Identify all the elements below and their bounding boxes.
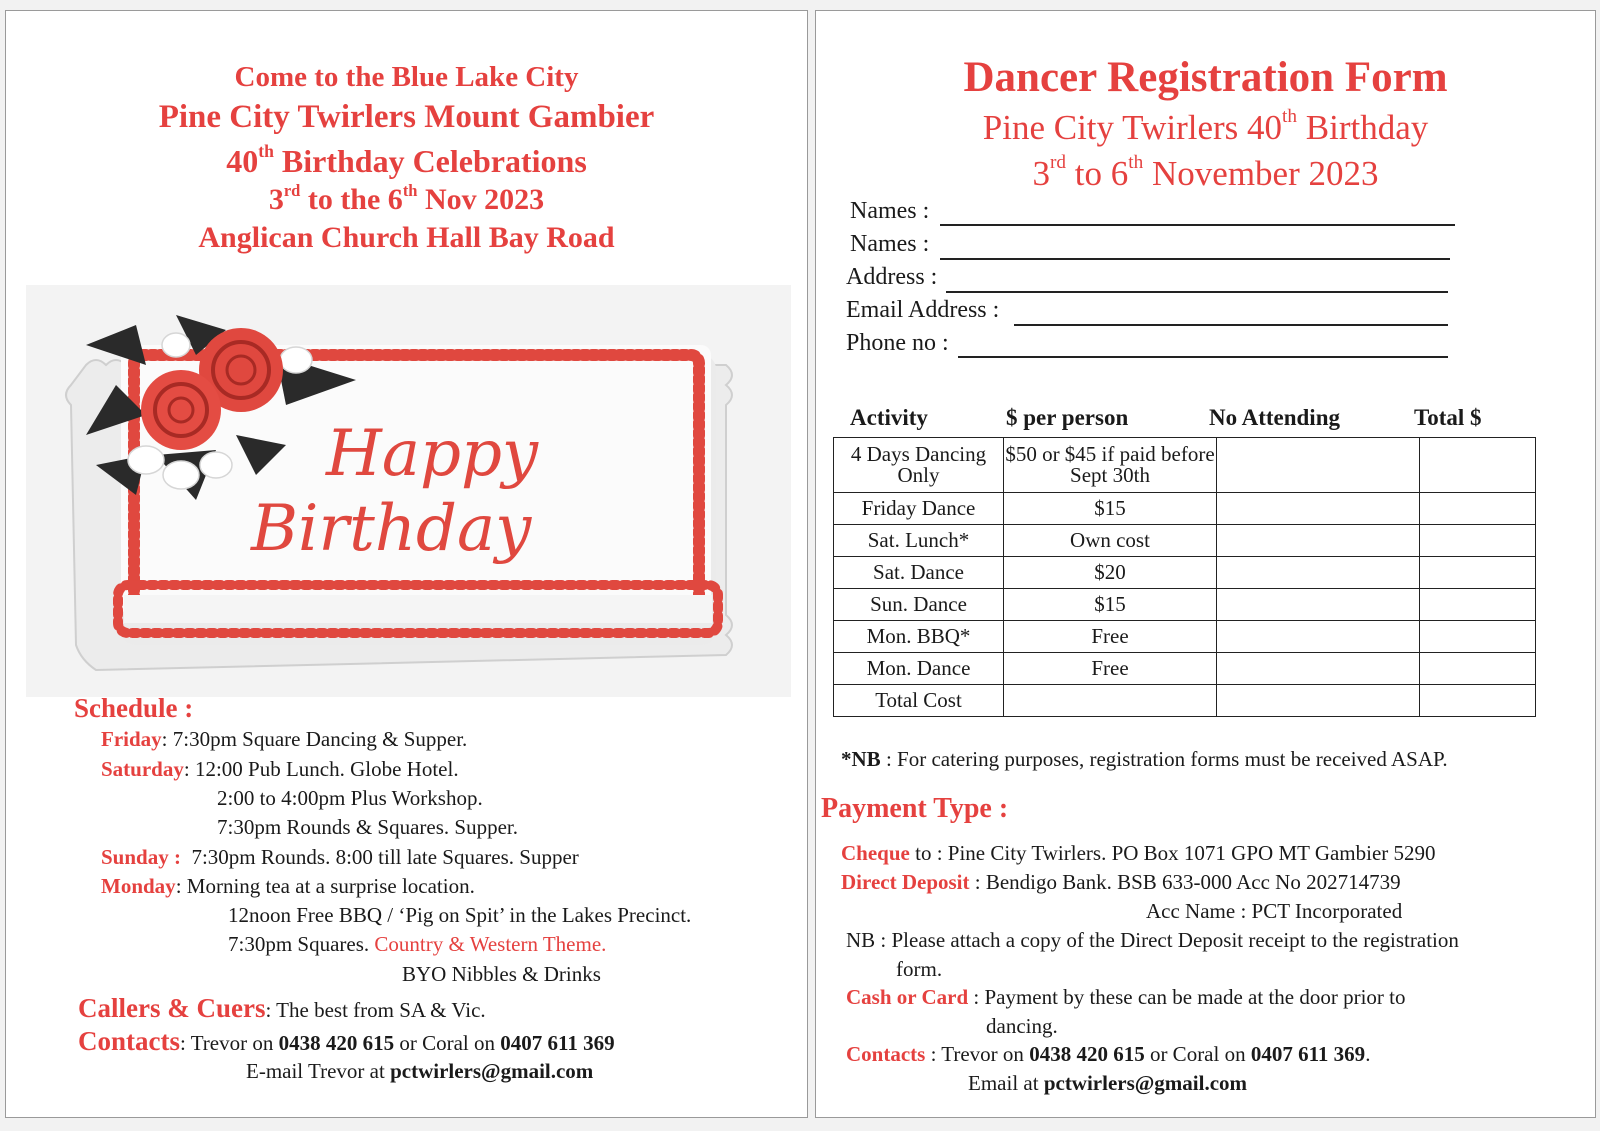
catering-note: *NB : For catering purposes, registration forms must be received ASAP. bbox=[841, 747, 1448, 771]
account-name: Acc Name : PCT Incorporated bbox=[1146, 899, 1403, 923]
header-attending: No Attending bbox=[1209, 405, 1340, 430]
schedule-title: Schedule : bbox=[74, 693, 194, 723]
registration-form-panel bbox=[815, 10, 1596, 1118]
table-row bbox=[834, 438, 1536, 493]
schedule-friday: Friday: 7:30pm Square Dancing & Supper. bbox=[101, 727, 468, 751]
total-input[interactable] bbox=[1420, 589, 1536, 621]
header-total: Total $ bbox=[1414, 405, 1482, 430]
table-row bbox=[834, 525, 1536, 557]
schedule-monday-2: 12noon Free BBQ / ‘Pig on Spit’ in the Lakes Precinct. bbox=[228, 903, 692, 927]
direct-deposit-line: Direct Deposit : Bendigo Bank. BSB 633-000 Acc No 202714739 bbox=[841, 870, 1401, 894]
table-row bbox=[834, 589, 1536, 621]
total-input[interactable] bbox=[1420, 438, 1536, 493]
cake-illustration bbox=[26, 285, 791, 697]
attending-input[interactable] bbox=[1217, 493, 1420, 525]
address-input[interactable] bbox=[946, 291, 1448, 293]
activity-cell: Mon. Dance bbox=[834, 653, 1004, 685]
price-cell: Own cost bbox=[1004, 525, 1217, 557]
total-input[interactable] bbox=[1420, 653, 1536, 685]
table-row bbox=[834, 653, 1536, 685]
attending-input[interactable] bbox=[1217, 525, 1420, 557]
attending-input[interactable] bbox=[1217, 653, 1420, 685]
price-cell: $15 bbox=[1004, 589, 1217, 621]
registration-table bbox=[833, 437, 1536, 717]
form-title: Dancer Registration Form bbox=[963, 54, 1448, 101]
attending-input[interactable] bbox=[1217, 685, 1420, 717]
total-input[interactable] bbox=[1420, 621, 1536, 653]
table-row bbox=[834, 685, 1536, 717]
heading-line-3: 40th Birthday Celebrations bbox=[226, 141, 587, 179]
activity-cell: 4 Days Dancing Only bbox=[834, 438, 1004, 493]
contacts-line: Contacts: Trevor on 0438 420 615 or Coral on 0407 611 369 bbox=[78, 1026, 615, 1056]
table-row bbox=[834, 493, 1536, 525]
heading-line-1: Come to the Blue Lake City bbox=[234, 61, 579, 93]
activity-cell: Total Cost bbox=[834, 685, 1004, 717]
heading-line-5: Anglican Church Hall Bay Road bbox=[198, 221, 615, 254]
names-input-2[interactable] bbox=[940, 258, 1450, 260]
total-input[interactable] bbox=[1420, 525, 1536, 557]
email-address-label: Email Address : bbox=[846, 297, 1000, 323]
header-price: $ per person bbox=[1006, 405, 1129, 430]
price-cell: Free bbox=[1004, 621, 1217, 653]
deposit-receipt-note: NB : Please attach a copy of the Direct Deposit receipt to the registration bbox=[846, 928, 1459, 952]
cake-text-birthday: Birthday bbox=[251, 492, 532, 566]
heading-line-2: Pine City Twirlers Mount Gambier bbox=[158, 99, 655, 135]
attending-input[interactable] bbox=[1217, 438, 1420, 493]
activity-cell: Sat. Dance bbox=[834, 557, 1004, 589]
attending-input[interactable] bbox=[1217, 621, 1420, 653]
price-cell: $15 bbox=[1004, 493, 1217, 525]
phone-label: Phone no : bbox=[846, 330, 949, 356]
email-line: E-mail Trevor at pctwirlers@gmail.com bbox=[246, 1059, 594, 1083]
form-date: 3rd to 6th November 2023 bbox=[1032, 152, 1379, 193]
payment-type-title: Payment Type : bbox=[821, 793, 1009, 824]
price-cell: $20 bbox=[1004, 557, 1217, 589]
total-input[interactable] bbox=[1420, 557, 1536, 589]
cash-card-line-2: dancing. bbox=[986, 1014, 1058, 1038]
activity-cell: Mon. BBQ* bbox=[834, 621, 1004, 653]
flyer-panel bbox=[5, 10, 808, 1118]
price-cell bbox=[1004, 685, 1217, 717]
form-email-line: Email at pctwirlers@gmail.com bbox=[968, 1071, 1248, 1095]
cake-text-happy: Happy bbox=[326, 417, 539, 491]
schedule-monday-3: 7:30pm Squares. Country & Western Theme. bbox=[228, 932, 607, 956]
names-label-2: Names : bbox=[850, 231, 930, 257]
form-contacts-line: Contacts : Trevor on 0438 420 615 or Coral on 0407 611 369. bbox=[846, 1042, 1371, 1066]
cheque-line: Cheque to : Pine City Twirlers. PO Box 1071 GPO MT Gambier 5290 bbox=[841, 841, 1436, 865]
total-input[interactable] bbox=[1420, 685, 1536, 717]
form-subtitle: Pine City Twirlers 40th Birthday bbox=[982, 106, 1429, 147]
table-row bbox=[834, 557, 1536, 589]
activity-cell: Friday Dance bbox=[834, 493, 1004, 525]
birthday-cake-image bbox=[26, 285, 791, 697]
schedule-sunday: Sunday : 7:30pm Rounds. 8:00 till late Squares. Supper bbox=[101, 845, 579, 869]
table-row bbox=[834, 621, 1536, 653]
names-input-1[interactable] bbox=[940, 224, 1455, 226]
total-input[interactable] bbox=[1420, 493, 1536, 525]
attending-input[interactable] bbox=[1217, 557, 1420, 589]
attending-input[interactable] bbox=[1217, 589, 1420, 621]
price-cell: $50 or $45 if paid before Sept 30th bbox=[1004, 438, 1217, 493]
names-label-1: Names : bbox=[850, 198, 930, 224]
schedule-monday-4: BYO Nibbles & Drinks bbox=[402, 962, 601, 986]
schedule-monday: Monday: Morning tea at a surprise location. bbox=[101, 874, 475, 898]
heading-line-4: 3rd to the 6th Nov 2023 bbox=[268, 181, 545, 216]
phone-input[interactable] bbox=[958, 356, 1448, 358]
email-address-input[interactable] bbox=[1014, 324, 1448, 326]
address-label: Address : bbox=[846, 264, 938, 290]
header-activity: Activity bbox=[850, 405, 928, 430]
activity-cell: Sat. Lunch* bbox=[834, 525, 1004, 557]
activity-cell: Sun. Dance bbox=[834, 589, 1004, 621]
schedule-saturday-3: 7:30pm Rounds & Squares. Supper. bbox=[217, 815, 519, 839]
form-email-link[interactable]: pctwirlers@gmail.com bbox=[1043, 1071, 1248, 1095]
deposit-receipt-note-2: form. bbox=[896, 957, 943, 981]
schedule-saturday-2: 2:00 to 4:00pm Plus Workshop. bbox=[217, 786, 483, 810]
price-cell: Free bbox=[1004, 653, 1217, 685]
schedule-saturday: Saturday: 12:00 Pub Lunch. Globe Hotel. bbox=[101, 757, 459, 781]
email-link[interactable]: pctwirlers@gmail.com bbox=[390, 1059, 594, 1083]
cash-card-line: Cash or Card : Payment by these can be made at the door prior to bbox=[846, 985, 1406, 1009]
callers-line: Callers & Cuers: The best from SA & Vic. bbox=[78, 993, 486, 1023]
